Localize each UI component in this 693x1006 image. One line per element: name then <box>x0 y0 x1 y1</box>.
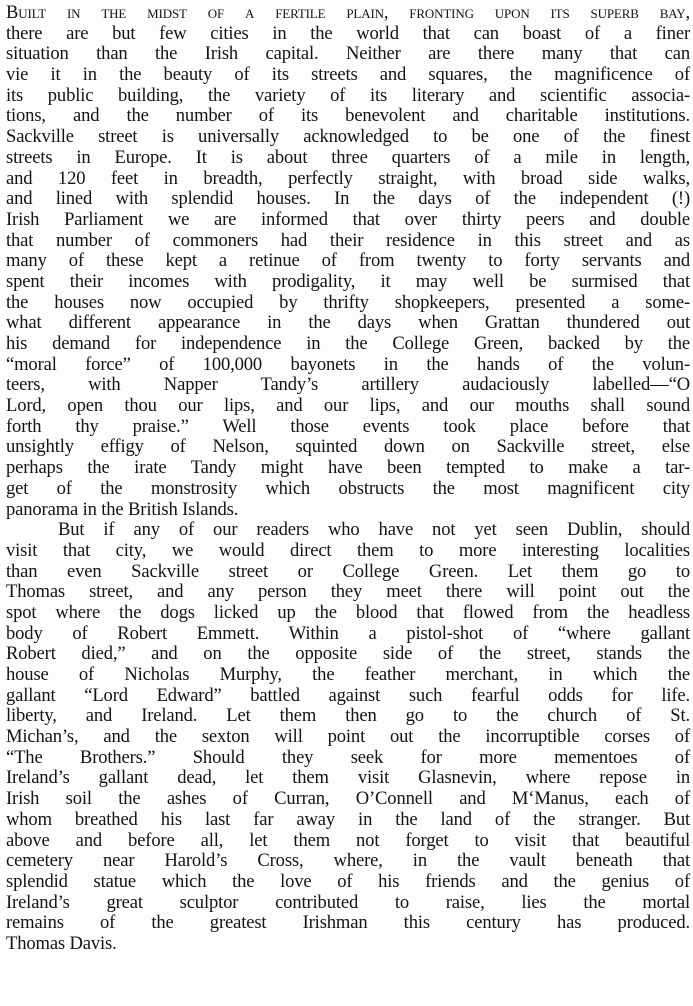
text-line: forth thy praise.” Well those events took place before that <box>6 415 690 437</box>
text-line: unsightly effigy of Nelson, squinted down on Sackville street, else <box>6 436 690 458</box>
text-line: there are but few cities in the world that can boast of a finer <box>6 22 690 44</box>
text-line: “The Brothers.” Should they seek for more mementoes of <box>6 746 690 768</box>
text-line: Built in the midst of a fertile plain, fronting upon its superb bay, <box>6 2 690 23</box>
text-line: spot where the dogs licked up the blood that flowed from the headless <box>6 601 690 623</box>
text-line: cemetery near Harold’s Cross, where, in the vault beneath that <box>6 850 690 872</box>
text-line: Robert died,” and on the opposite side of the street, stands the <box>6 643 690 665</box>
text-line: spent their incomes with prodigality, it may well be surmised that <box>6 270 690 292</box>
text-line: Ireland’s gallant dead, let them visit Glasnevin, where repose in <box>6 767 690 789</box>
text-line: many of these kept a retinue of from twenty to forty servants and <box>6 250 690 272</box>
text-line: But if any of our readers who have not yet seen Dublin, should <box>58 519 690 541</box>
text-line: what different appearance in the days when Grattan thundered out <box>6 312 690 334</box>
text-line: Thomas Davis. <box>6 932 117 954</box>
text-line: whom breathed his last far away in the land of the stranger. But <box>6 808 690 830</box>
article-text-column <box>6 3 690 955</box>
text-line: his demand for independence in the College Green, backed by the <box>6 333 690 354</box>
text-line: “moral force” of 100,000 bayonets in the hands of the volun- <box>6 353 690 375</box>
paragraph-2 <box>6 520 690 954</box>
text-line: above and before all, let them not forget to visit that beautiful <box>6 829 690 851</box>
paragraph-1 <box>6 3 690 520</box>
text-line: Thomas street, and any person they meet there will point out the <box>6 581 690 603</box>
text-line: liberty, and Ireland. Let them then go to the church of St. <box>6 705 690 727</box>
text-line: its public building, the variety of its literary and scientific associa- <box>6 84 690 106</box>
text-line: gallant “Lord Edward” battled against such fearful odds for life. <box>6 684 690 706</box>
text-line: and 120 feet in breadth, perfectly straight, with broad side walks, <box>6 167 690 189</box>
text-line: situation than the Irish capital. Neither are there many that can <box>6 43 690 65</box>
text-line: teers, with Napper Tandy’s artillery audaciously labelled—“O <box>6 374 690 396</box>
text-line: get of the monstrosity which obstructs the most magnificent city <box>6 477 690 499</box>
text-line: panorama in the British Islands. <box>6 498 239 520</box>
text-line: Michan’s, and the sexton will point out the incorruptible corses of <box>6 726 690 748</box>
text-line: vie it in the beauty of its streets and squares, the magnificence of <box>6 64 690 86</box>
text-line: streets in Europe. It is about three quarters of a mile in length, <box>6 146 690 168</box>
text-line: and lined with splendid houses. In the days of the independent (!) <box>6 188 690 210</box>
text-line: Sackville street is universally acknowledged to be one of the finest <box>6 126 690 148</box>
text-line: Lord, open thou our lips, and our lips, and our mouths shall sound <box>6 395 690 417</box>
text-line: Irish Parliament we are informed that over thirty peers and double <box>6 208 690 230</box>
text-line: Irish soil the ashes of Curran, O’Connell and M‘Manus, each of <box>6 788 690 810</box>
text-line: body of Robert Emmett. Within a pistol-shot of “where gallant <box>6 622 690 644</box>
text-line: that number of commoners had their residence in this street and as <box>6 229 690 251</box>
text-line: house of Nicholas Murphy, the feather merchant, in which the <box>6 664 690 685</box>
text-line: Ireland’s great sculptor contributed to raise, lies the mortal <box>6 891 690 913</box>
text-line: remains of the greatest Irishman this century has produced. <box>6 912 690 934</box>
text-line: the houses now occupied by thrifty shopkeepers, presented a some- <box>6 291 690 313</box>
text-line: than even Sackville street or College Green. Let them go to <box>6 560 690 582</box>
text-line: visit that city, we would direct them to more interesting localities <box>6 539 690 561</box>
text-line: splendid statue which the love of his friends and the genius of <box>6 870 690 892</box>
text-line: tions, and the number of its benevolent and charitable institutions. <box>6 105 690 127</box>
text-line: perhaps the irate Tandy might have been tempted to make a tar- <box>6 457 690 479</box>
